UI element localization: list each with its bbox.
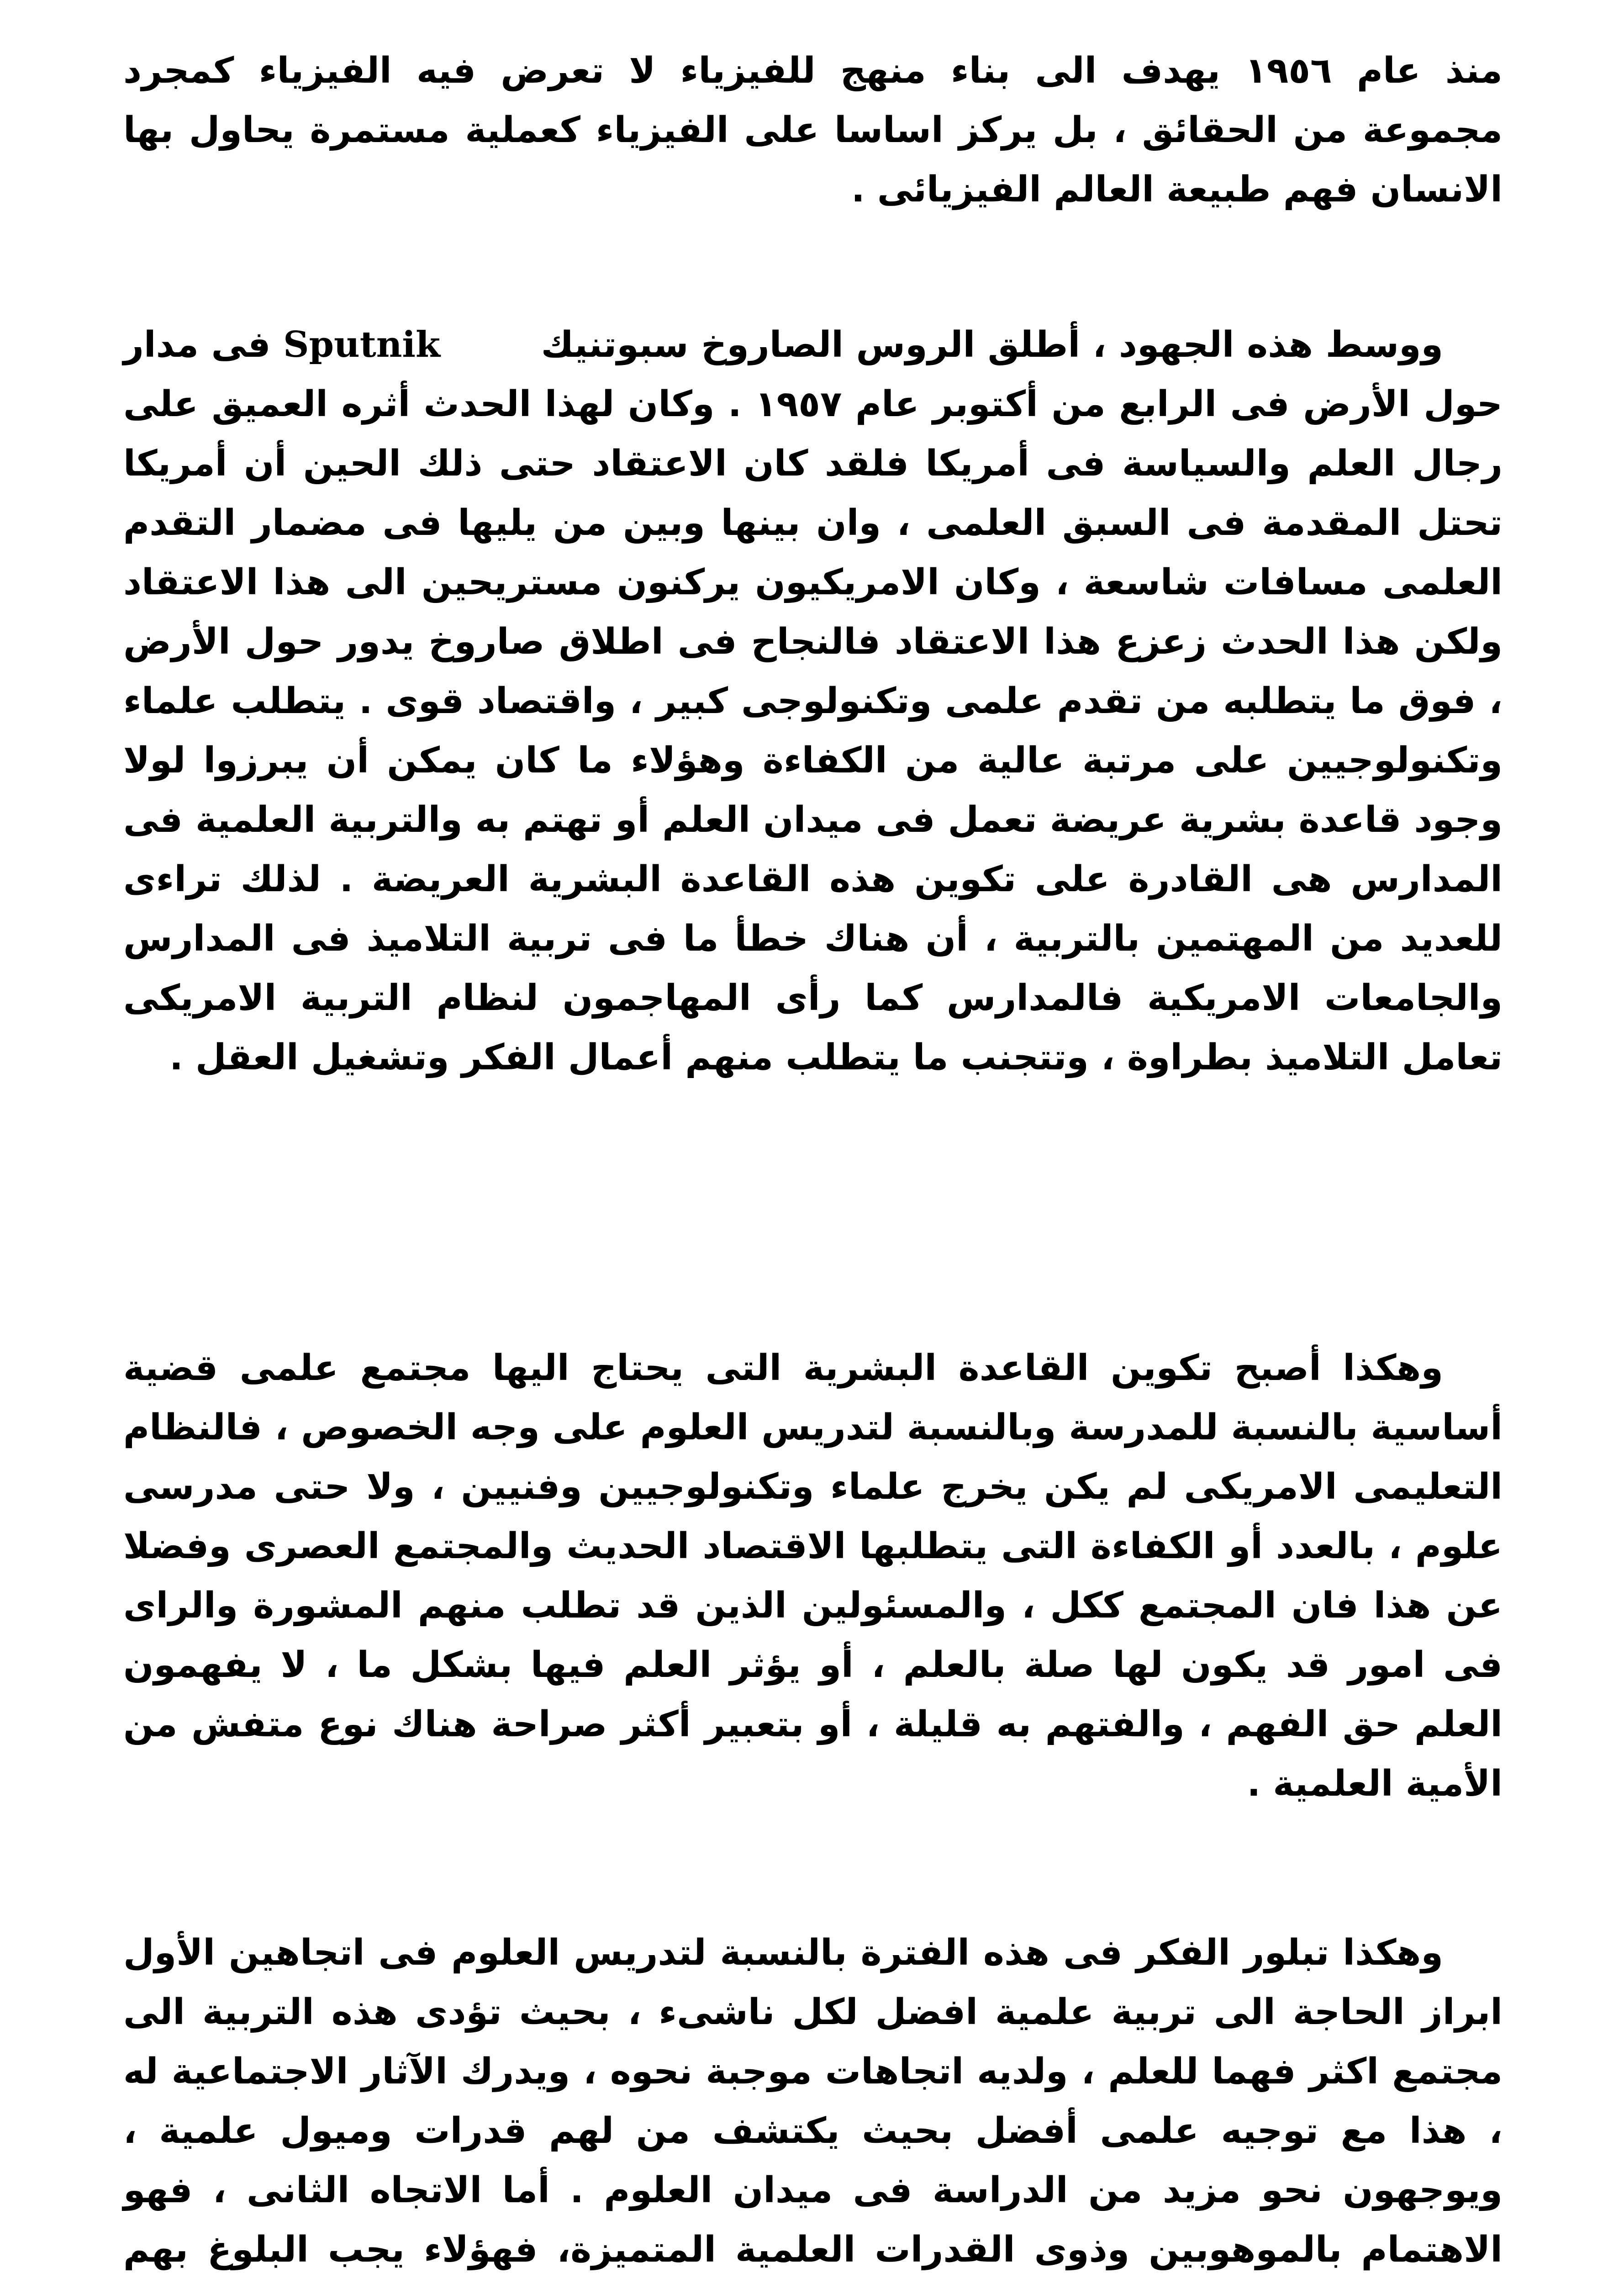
paragraph-2-lead: ووسط هذه الجهود ، أطلق الروس الصاروخ سبوتنيك xyxy=(541,324,1444,365)
paragraph-4 xyxy=(123,1923,1503,2284)
paragraph-3-text: وهكذا أصبح تكوين القاعدة البشرية التى يحتاج اليها مجتمع علمى قضية أساسية بالنسبة للمدرسة وبالنسبة لتدريس العلوم على وجه الخصوص ، فالنظام التعليمى الامريكى لم يكن يخرج علماء وتكنولوجيين وفنيين ، ولا حتى مدرسى علوم ، بالعدد أو الكفاءة التى يتطلبها الاقتصاد الحديث والمجتمع العصرى وفضلا عن هذا فان المجتمع ككل ، والمسئولين الذين قد تطلب منهم المشورة والراى فى امور قد يكون لها صلة بالعلم ، أو يؤثر العلم فيها بشكل ما ، لا يفهمون العلم حق الفهم ، والفتهم به قليلة ، أو بتعبير أكثر صراحة هناك نوع متفش من الأمية العلمية . xyxy=(123,1348,1503,1804)
paragraph-1-text: منذ عام ١٩٥٦ يهدف الى بناء منهج للفيزياء لا تعرض فيه الفيزياء كمجرد مجموعة من الحقائق ، بل يركز اساسا على الفيزياء كعملية مستمرة يحاول بها الانسان فهم طبيعة العالم الفيزيائى . xyxy=(123,50,1503,210)
paragraph-4-text: وهكذا تبلور الفكر فى هذه الفترة بالنسبة لتدريس العلوم فى اتجاهين الأول ابراز الحاجة الى تربية علمية افضل لكل ناشىء ، بحيث تؤدى هذه التربية الى مجتمع اكثر فهما للعلم ، ولديه اتجاهات موجبة نحوه ، ويدرك الآثار الاجتماعية له ، هذا مع توجيه علمى أفضل بحيث يكتشف من لهم قدرات وميول علمية ، ويوجهون نحو مزيد من الدراسة فى ميدان العلوم . أما الاتجاه الثانى ، فهو الاهتمام بالموهوبين وذوى القدرات العلمية المتميزة، فهؤلاء يجب البلوغ بهم xyxy=(123,1932,1503,2270)
paragraph-1 xyxy=(123,41,1503,219)
paragraph-3 xyxy=(123,1338,1503,1813)
paragraph-2-text xyxy=(123,315,1503,1087)
paragraph-2 xyxy=(123,315,1503,1087)
paragraph-2-rest: فى مدار حول الأرض فى الرابع من أكتوبر عام ١٩٥٧ . وكان لهذا الحدث أثره العميق على رجال العلم والسياسة فى أمريكا فلقد كان الاعتقاد حتى ذلك الحين أن أمريكا تحتل المقدمة فى السبق العلمى ، وان بينها وبين من يليها فى مضمار التقدم العلمى مسافات شاسعة ، وكان الامريكيون يركنون مستريحين الى هذا الاعتقاد ولكن هذا الحدث زعزع هذا الاعتقاد فالنجاح فى اطلاق صاروخ يدور حول الأرض ، فوق ما يتطلبه من تقدم علمى وتكنولوجى كبير ، واقتصاد قوى . يتطلب علماء وتكنولوجيين على مرتبة عالية من الكفاءة وهؤلاء ما كان يمكن أن يبرزوا لولا وجود قاعدة بشرية عريضة تعمل فى ميدان العلم أو تهتم به والتربية العلمية فى المدارس هى القادرة على تكوين هذه القاعدة البشرية العريضة . لذلك تراءى للعديد من المهتمين بالتربية ، أن هناك خطأ ما فى تربية التلاميذ فى المدارس والجامعات الامريكية فالمدارس كما رأى المهاجمون لنظام التربية الامريكى تعامل التلاميذ بطراوة ، وتتجنب ما يتطلب منهم أعمال الفكر وتشغيل العقل . xyxy=(123,324,1503,1078)
sputnik-term: Sputnik xyxy=(283,324,441,365)
